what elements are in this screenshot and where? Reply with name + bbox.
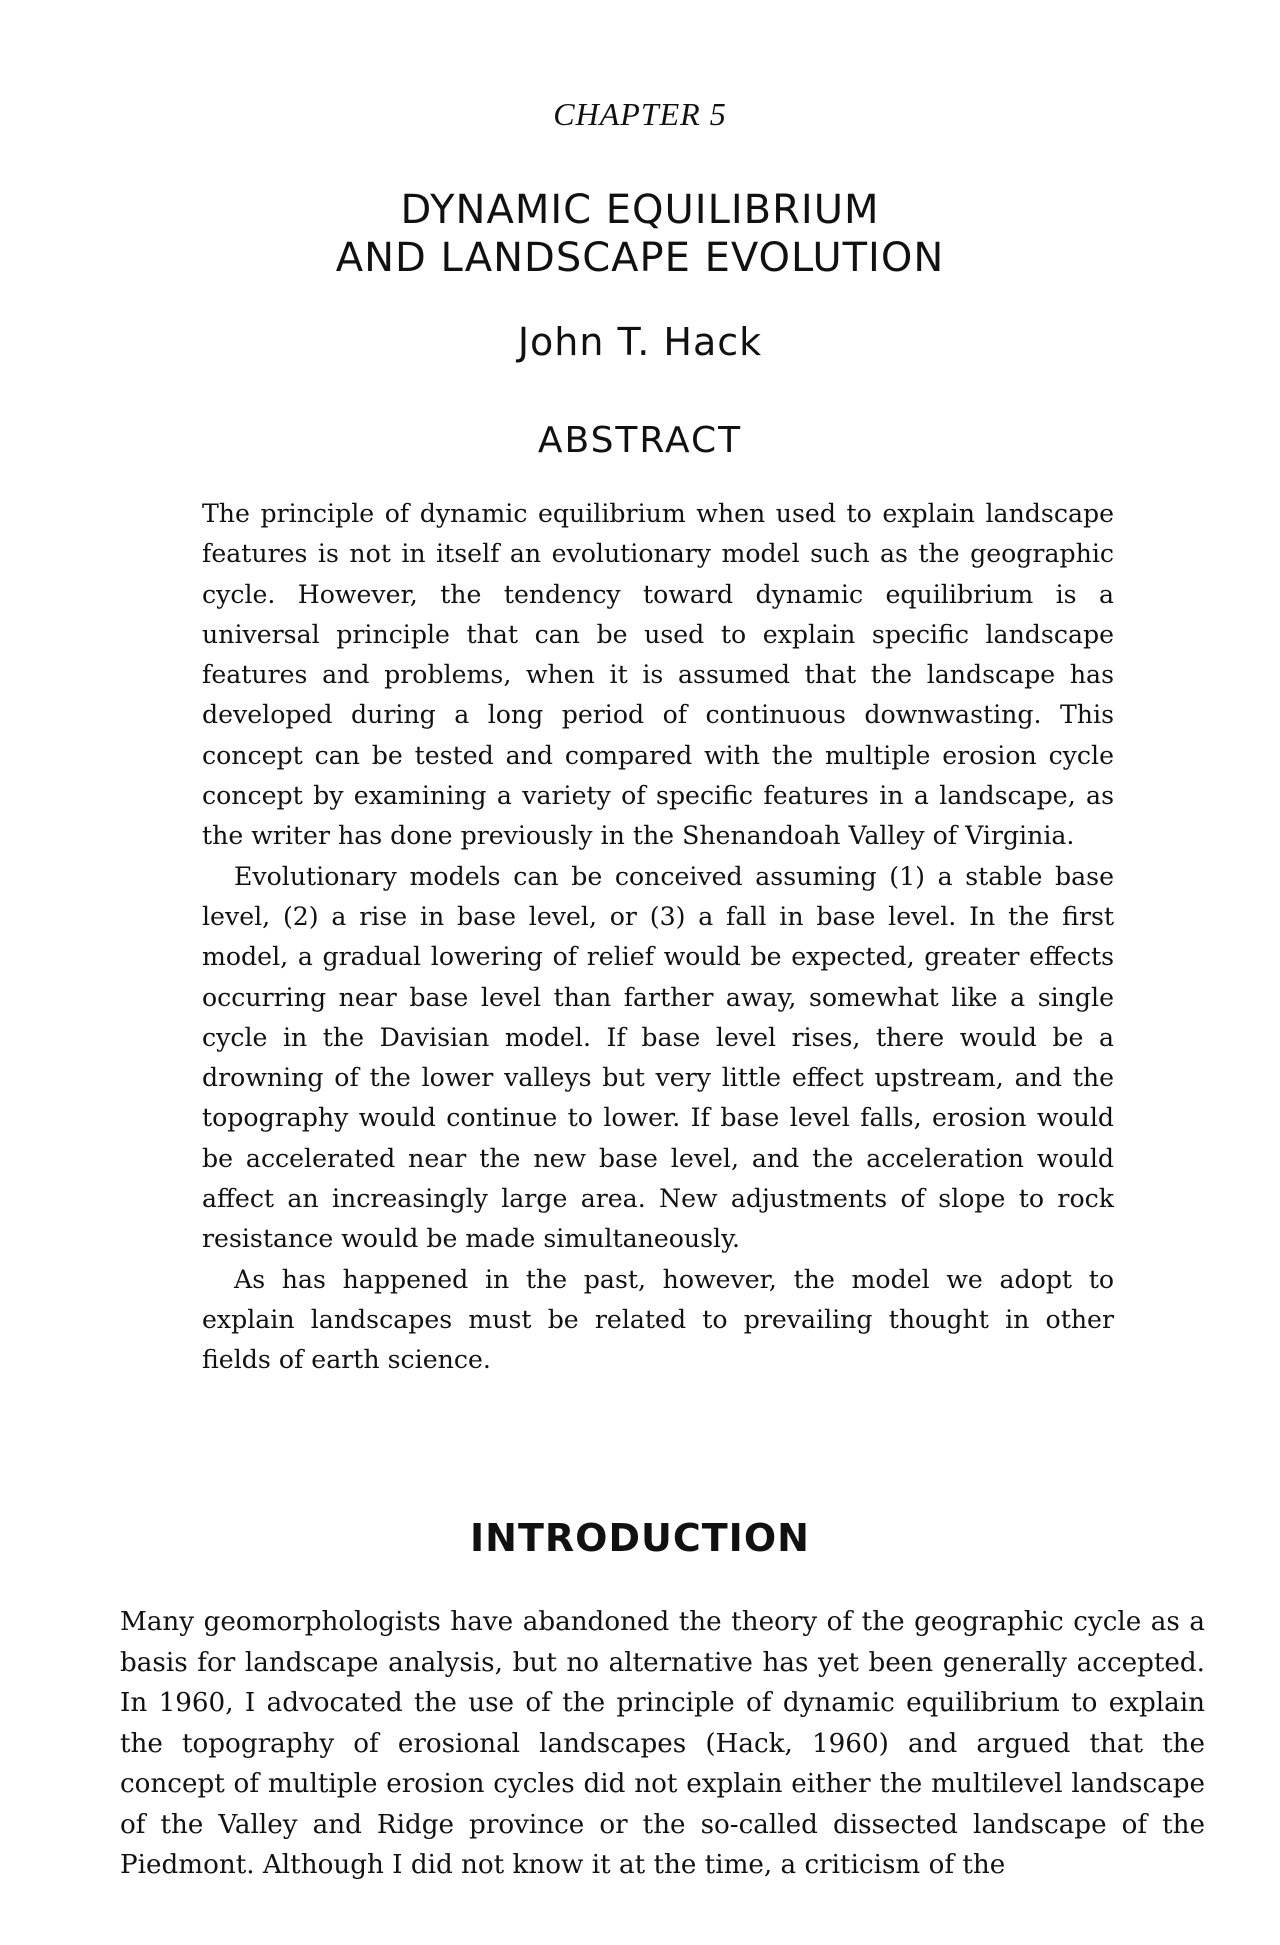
chapter-label: CHAPTER 5	[553, 96, 727, 132]
chapter-title-line-1: DYNAMIC EQUILIBRIUM	[400, 187, 880, 233]
abstract-body	[202, 494, 1114, 1381]
abstract-heading: ABSTRACT	[537, 420, 743, 461]
author-name: John T. Hack	[517, 320, 763, 364]
chapter-title	[0, 186, 1280, 282]
abstract-paragraph-1: The principle of dynamic equilibrium when used to explain landscape features is not in itself an evolutionary model such as the geographic cycle. However, the tendency toward dynamic equilibrium is a universal principle that can be used to explain specific landscape features and problems, when it is assumed that the landscape has developed during a long period of continuous downwasting. This concept can be tested and compared with the multiple erosion cycle concept by examining a variety of specific features in a landscape, as the writer has done previously in the Shenandoah Valley of Virginia.	[202, 499, 1114, 851]
introduction-heading: INTRODUCTION	[470, 1516, 810, 1560]
abstract-paragraph-2: Evolutionary models can be conceived assuming (1) a stable base level, (2) a rise in base level, or (3) a fall in base level. In the first model, a gradual lowering of relief would be expected, greater effects occurring near base level than farther away, somewhat like a single cycle in the Davisian model. If base level rises, there would be a drowning of the lower valleys but very little effect upstream, and the topography would continue to lower. If base level falls, erosion would be accelerated near the new base level, and the acceleration would affect an increasingly large area. New adjustments of slope to rock resistance would be made simultaneously.	[202, 861, 1114, 1254]
introduction-paragraph: Many geomorphologists have abandoned the theory of the geographic cycle as a basis for landscape analysis, but no alternative has yet been generally accepted. In 1960, I advocated the use of the principle of dynamic equilibrium to explain the topography of erosional landscapes (Hack, 1960) and argued that the concept of multiple erosion cycles did not explain either the multilevel landscape of the Valley and Ridge province or the so-called dissected landscape of the Piedmont. Although I did not know it at the time, a criticism of the	[120, 1607, 1205, 1880]
abstract-paragraph-3: As has happened in the past, however, the model we adopt to explain landscapes must be related to prevailing thought in other fields of earth science.	[202, 1264, 1114, 1375]
introduction-body	[120, 1602, 1205, 1886]
chapter-title-line-2: AND LANDSCAPE EVOLUTION	[335, 235, 945, 281]
